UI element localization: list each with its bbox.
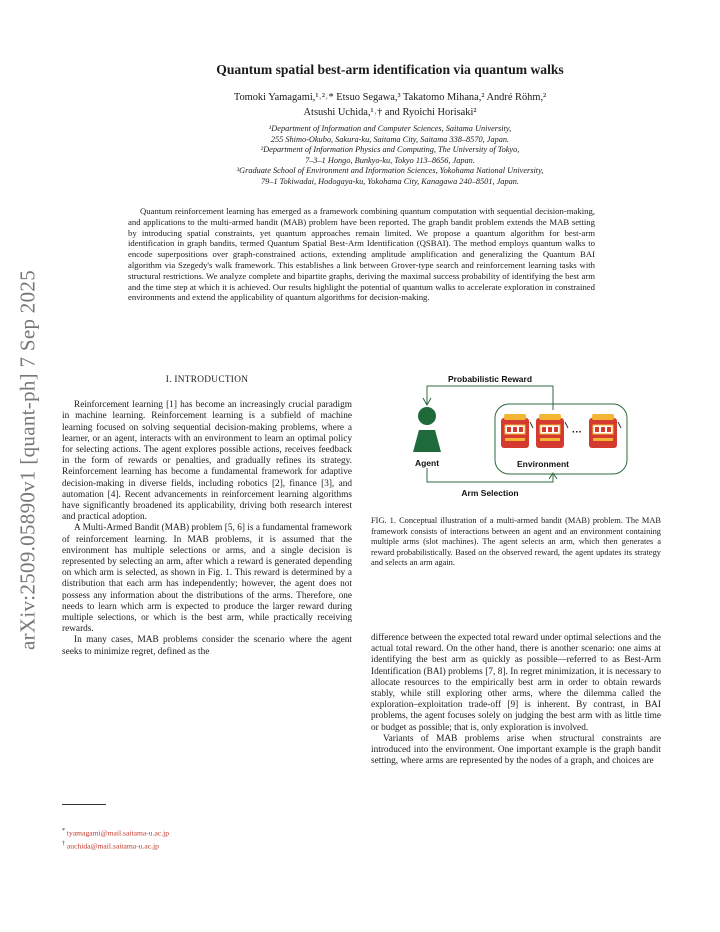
- section-heading: I. INTRODUCTION: [165, 375, 249, 385]
- left-column: [62, 375, 352, 658]
- paper-title: Quantum spatial best-arm identification via quantum walks: [216, 62, 564, 77]
- authors-line-1: Tomoki Yamagami,¹˒²˒* Etsuo Segawa,³ Takatomo Mihana,² André Röhm,²: [233, 92, 547, 103]
- mab-diagram: [405, 372, 630, 502]
- footnote-mark: *: [62, 828, 65, 834]
- paragraph: Variants of MAB problems arise when structural constraints are introduced into the environment. One important example is the graph bandit setting, where arms are represented by the nodes of a graph, and choices are: [371, 733, 661, 767]
- paragraph: In many cases, MAB problems consider the scenario where the agent seeks to minimize regret, defined as the: [62, 635, 352, 657]
- paragraph: difference between the expected total reward under optimal selections and the actual total reward. On the other hand, there is another scenario: one aims at identifying the best arm as quickly as possible—referred to as Best-Arm Identification (BAI) problems [7, 8]. In regret minimization, it is necessary to allocate resources to the empirically best arm in order to obtain rewards stably, while still exploring other arms, where the dilemma called the exploration–exploitation trade-off [9] is inherent. By contrast, in BAI problems, the agent focuses solely on judging the best arm with as little time or budget as possible; that is, only exploration is involved.: [371, 633, 661, 733]
- paragraph: A Multi-Armed Bandit (MAB) problem [5, 6] is a fundamental framework of reinforcement learning. In MAB problems, it is assumed that the environment has multiple selections or arms, and a single decision is represented by selecting an arm, after which a reward is generated depending on which arm is selected, as shown in Fig. 1. This reward is determined by a distribution that each arm has independently; however, the agent does not possess any information about the distributions of the arms. Therefore, one needs to learn which arm is expected to produce the larger reward during multiple selections, or which is the best arm, while practically receiving rewards.: [62, 523, 352, 635]
- arxiv-identifier: [8, 250, 48, 670]
- abstract: Quantum reinforcement learning has emerged as a framework combining quantum computation with sequential decision-making, and applications to the multi-armed bandit (MAB) problem have been reported. The graph bandit problem extends the MAB setting by introducing spatial constraints, yet quantum approaches remain limited. We propose a quantum algorithm for best-arm identification in graph bandits, termed Quantum Spatial Best-Arm Identification (QSBAI). The method employs quantum walks to encode superpositions over graph-constrained actions, extending amplitude amplification and generalizing the Quantum BAI algorithm via Szegedy's walk framework. This establishes a link between Grover-type search and reinforcement learning tasks with structural restrictions. We analyze complete and bipartite graphs, deriving the maximal success probability of identifying the best arm and the time step at which it is achieved. Our results highlight the potential of quantum walks to accelerate exploration in constrained environments and extend the applicability of quantum algorithms for decision-making.: [128, 206, 595, 303]
- affiliation-line: ²Department of Information Physics and Computing, The University of Tokyo,: [260, 145, 520, 155]
- reward-arrow-line: [427, 386, 553, 410]
- footnote: [62, 839, 169, 852]
- affiliation-line: 7–3–1 Hongo, Bunkyo-ku, Tokyo 113–8656, Japan.: [305, 155, 475, 165]
- selection-arrow-line: [427, 468, 553, 482]
- slot-machine-icon: [589, 414, 621, 448]
- affiliation-line: 255 Shimo-Okubo, Sakura-ku, Saitama City, Saitama 338–8570, Japan.: [270, 134, 510, 144]
- footnote-rule: [62, 804, 106, 805]
- affiliation-line: ³Graduate School of Environment and Information Sciences, Yokohama National University,: [236, 166, 544, 176]
- author-list: [60, 90, 720, 120]
- figure-1: [405, 372, 630, 502]
- figure-caption: FIG. 1. Conceptual illustration of a multi-armed bandit (MAB) problem. The MAB framework consists of interactions between an agent and an environment containing multiple arms (slot machines). The agent selects an arm, which then generates a reward probabilistically. Based on the observed reward, the agent updates its strategy and selects an arm again.: [371, 516, 661, 567]
- affiliations: [60, 124, 720, 188]
- footnote-mark: †: [62, 840, 65, 847]
- environment-label: Environment: [517, 459, 569, 469]
- agent-icon: [413, 407, 441, 452]
- figure-label-selection: Arm Selection: [461, 488, 519, 498]
- right-column: [371, 633, 661, 767]
- figure-label-reward: Probabilistic Reward: [447, 374, 533, 384]
- paragraph: Reinforcement learning [1] has become an increasingly crucial paradigm in machine learning. Reinforcement learning is a subfield of machine learning focused on solving sequential decision-making problems, where a learner, or an agent, interacts with an environment to learn an optimal policy for selecting actions. The agent explores possible actions, receives feedback in the form of rewards or penalties, and gradually refines its strategy. Reinforcement learning has become a fundamental framework for adaptive decision-making in diverse fields, including robotics [2], finance [3], and automation [4]. Recent advancements in reinforcement learning algorithms have significantly broadened its applicability, driving both research interest and practical adoption.: [62, 400, 352, 523]
- authors-line-2: Atsushi Uchida,¹˒† and Ryoichi Horisaki²: [303, 107, 477, 118]
- agent-label: Agent: [414, 458, 440, 468]
- footnotes: [62, 826, 169, 851]
- slot-machine-icon: [536, 414, 568, 448]
- ellipsis-text: ···: [572, 427, 582, 438]
- arxiv-id-text: arXiv:2509.05890v1 [quant-ph] 7 Sep 2025: [15, 269, 40, 651]
- email-link[interactable]: auchida@mail.saitama-u.ac.jp: [66, 841, 159, 851]
- slot-machine-icon: [501, 414, 533, 448]
- affiliation-line: ¹Department of Information and Computer Sciences, Saitama University,: [268, 124, 512, 133]
- affiliation-line: 79–1 Tokiwadai, Hodogaya-ku, Yokohama City, Kanagawa 240–8501, Japan.: [261, 176, 519, 186]
- footnote: [62, 826, 169, 839]
- email-link[interactable]: tyamagami@mail.saitama-u.ac.jp: [66, 828, 169, 838]
